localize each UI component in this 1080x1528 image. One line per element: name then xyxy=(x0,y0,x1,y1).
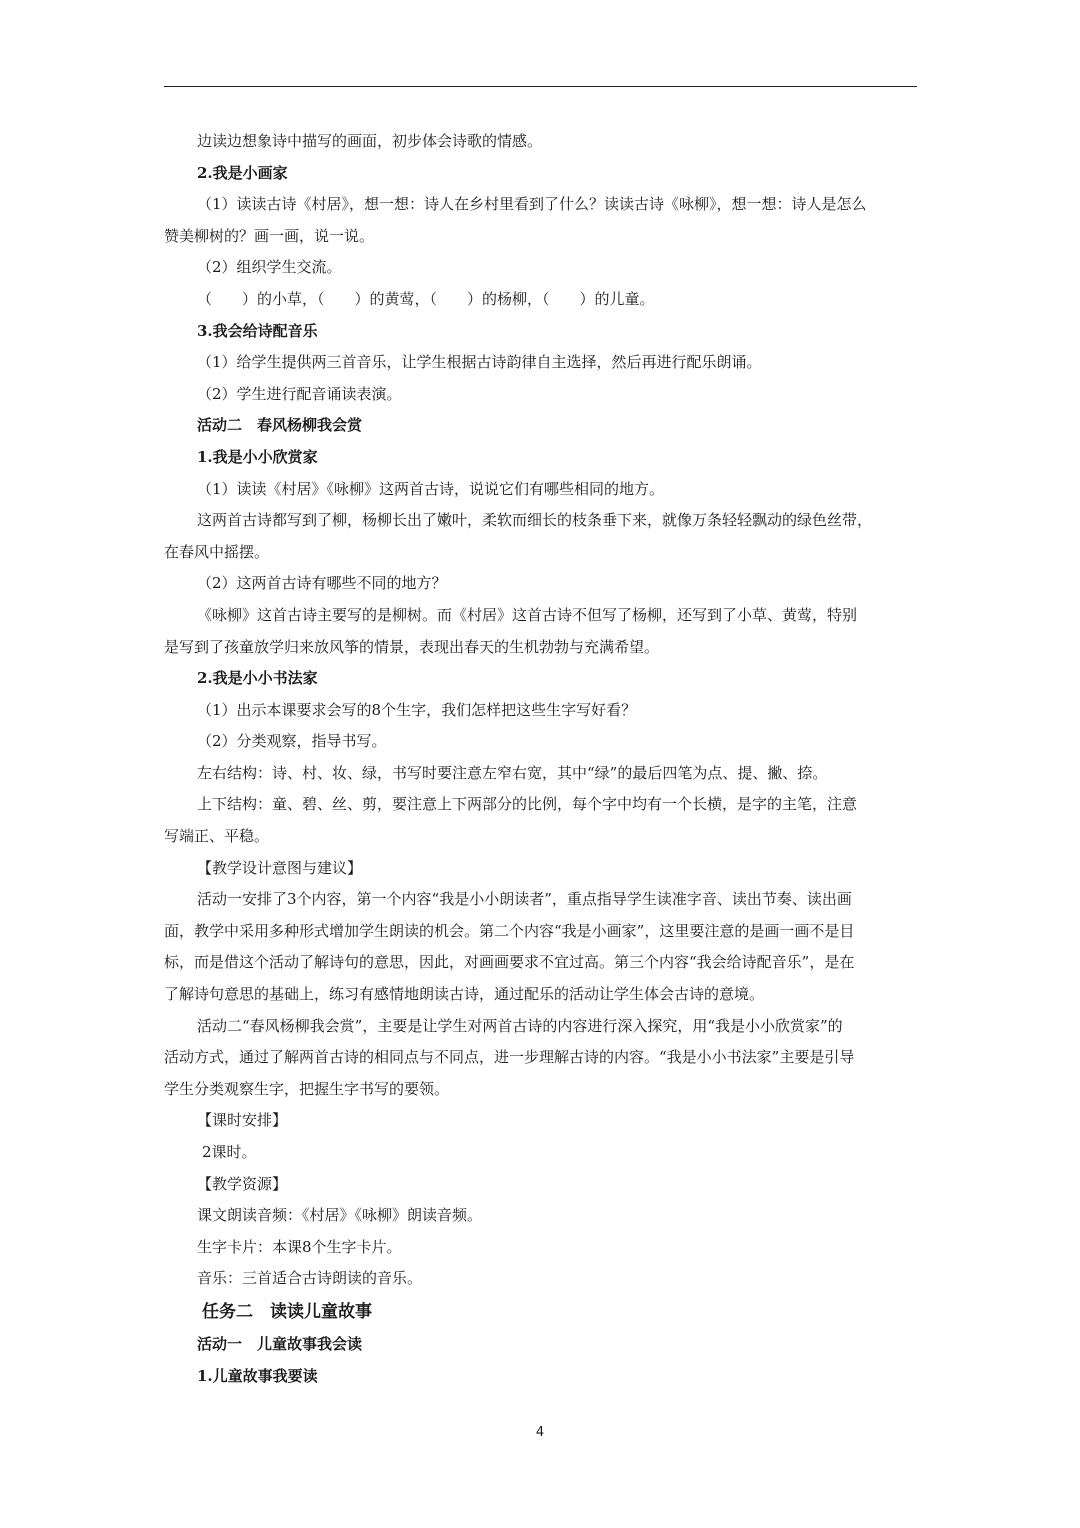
text-line: 【教学设计意图与建议】 xyxy=(197,858,363,877)
text-line: 生字卡片：本课8个生字卡片。 xyxy=(197,1237,402,1256)
header-rule xyxy=(164,86,917,87)
page-number: 4 xyxy=(535,1425,545,1440)
text-line: （2）学生进行配音诵读表演。 xyxy=(197,384,402,403)
section-heading: 2.我是小画家 xyxy=(197,163,288,182)
text-line: 了解诗句意思的基础上，练习有感情地朗读古诗，通过配乐的活动让学生体会古诗的意境。 xyxy=(164,985,765,1004)
section-heading: 1.我是小小欣赏家 xyxy=(197,447,318,466)
text-line: 左右结构：诗、村、妆、绿，书写时要注意左窄右宽，其中“绿”的最后四笔为点、提、撇、捺。 xyxy=(197,763,828,782)
text-line: 【教学资源】 xyxy=(197,1174,288,1193)
text-line: 活动方式，通过了解两首古诗的相同点与不同点，进一步理解古诗的内容。“我是小小书法家”主要是引导 xyxy=(164,1048,855,1067)
text-line: （2）分类观察，指导书写。 xyxy=(197,732,387,751)
text-line: 活动二“春风杨柳我会赏”，主要是让学生对两首古诗的内容进行深入探究，用“我是小小欣赏家”的 xyxy=(197,1016,843,1035)
text-line: 上下结构：童、碧、丝、剪，要注意上下两部分的比例，每个字中均有一个长横，是字的主笔，注意 xyxy=(197,795,858,814)
text-line: （1）读读《村居》《咏柳》这两首古诗，说说它们有哪些相同的地方。 xyxy=(197,479,665,498)
text-line: 标，而是借这个活动了解诗句的意思，因此，对画画要求不宜过高。第三个内容“我会给诗配音乐”，是在 xyxy=(164,953,855,972)
text-line: 赞美柳树的？画一画，说一说。 xyxy=(164,226,375,245)
text-line: 课文朗读音频：《村居》《咏柳》朗读音频。 xyxy=(197,1206,483,1225)
text-line: （1）读读古诗《村居》，想一想：诗人在乡村里看到了什么？读读古诗《咏柳》，想一想：诗人是怎么 xyxy=(197,195,867,214)
text-line: 《咏柳》这首古诗主要写的是柳树。而《村居》这首古诗不但写了杨柳，还写到了小草、黄莺，特别 xyxy=(197,605,858,624)
section-heading: 任务二 读读儿童故事 xyxy=(202,1301,372,1322)
text-line: 学生分类观察生字，把握生字书写的要领。 xyxy=(164,1079,450,1098)
text-line: （1）出示本课要求会写的8个生字，我们怎样把这些生字写好看？ xyxy=(197,700,637,719)
text-line: （ ）的小草，（ ）的黄莺，（ ）的杨柳，（ ）的儿童。 xyxy=(197,289,655,308)
section-heading: 2.我是小小书法家 xyxy=(197,669,318,688)
text-line: 在春风中摇摆。 xyxy=(164,542,270,561)
text-line: 是写到了孩童放学归来放风筝的情景，表现出春天的生机勃勃与充满希望。 xyxy=(164,637,660,656)
text-line: （2）组织学生交流。 xyxy=(197,258,342,277)
section-heading: 活动一 儿童故事我会读 xyxy=(197,1334,363,1353)
text-line: 【课时安排】 xyxy=(197,1111,288,1130)
text-line: 写端正、平稳。 xyxy=(164,827,270,846)
text-line: 面，教学中采用多种形式增加学生朗读的机会。第二个内容“我是小画家”，这里要注意的是画一画不是目 xyxy=(164,921,855,940)
section-heading: 3.我会给诗配音乐 xyxy=(197,321,318,340)
section-heading: 1.儿童故事我要读 xyxy=(197,1366,318,1385)
text-line: 活动一安排了3个内容，第一个内容“我是小小朗读者”，重点指导学生读准字音、读出节奏、读出画 xyxy=(197,890,852,909)
text-line: （2）这两首古诗有哪些不同的地方？ xyxy=(197,574,447,593)
text-line: 2课时。 xyxy=(202,1143,257,1161)
text-line: 音乐：三首适合古诗朗读的音乐。 xyxy=(197,1269,423,1288)
section-heading: 活动二 春风杨柳我会赏 xyxy=(197,416,363,435)
text-line: 这两首古诗都写到了柳，杨柳长出了嫩叶，柔软而细长的枝条垂下来，就像万条轻轻飘动的绿色丝带， xyxy=(197,511,873,530)
text-line: 边读边想象诗中描写的画面，初步体会诗歌的情感。 xyxy=(197,132,543,150)
text-line: （1）给学生提供两三首音乐，让学生根据古诗韵律自主选择，然后再进行配乐朗诵。 xyxy=(197,353,762,372)
page-body xyxy=(164,126,917,1392)
